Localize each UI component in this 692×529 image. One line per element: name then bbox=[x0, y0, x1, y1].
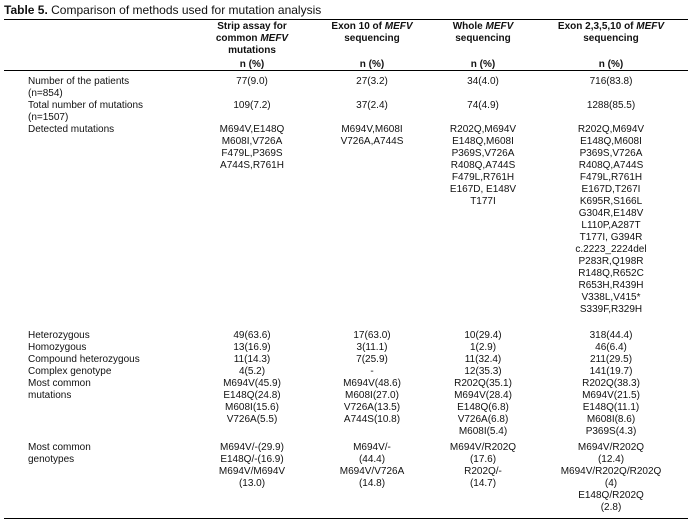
table-cell: R202Q(35.1) M694V(28.4) E148Q(6.8) V726A(6.8) M608I(5.4) bbox=[454, 378, 512, 437]
table-cell: 77(9.0) bbox=[236, 76, 268, 87]
row-label: Compound heterozygous bbox=[28, 354, 140, 365]
table-cell: 4(5.2) bbox=[238, 366, 266, 377]
header-empty bbox=[4, 21, 192, 57]
table-cell: M694V/R202Q (17.6) R202Q/- (14.7) bbox=[449, 442, 517, 489]
table-cell: 3(11.1) bbox=[356, 342, 388, 353]
table-cell: 49(63.6) bbox=[233, 330, 271, 341]
table-cell: 1288(85.5) bbox=[586, 100, 636, 111]
table-title-text: Comparison of methods used for mutation analysis bbox=[47, 3, 322, 17]
column-unit: n (%) bbox=[239, 59, 265, 70]
table-cell: 17(63.0) bbox=[353, 330, 391, 341]
column-header: Strip assay for common MEFV mutations bbox=[215, 21, 289, 56]
table-cell: M694V/-(29.9) E148Q/-(16.9) M694V/M694V (13.0) bbox=[218, 442, 286, 489]
row-label: Most common mutations bbox=[28, 378, 91, 401]
table-cell: 46(6.4) bbox=[595, 342, 627, 353]
unit-row bbox=[4, 57, 688, 71]
column-header: Whole MEFV sequencing bbox=[452, 21, 514, 44]
table-cell: M694V,M608I V726A,A744S bbox=[340, 124, 404, 147]
row-label: Total number of mutations (n=1507) bbox=[28, 100, 144, 123]
table-row bbox=[4, 342, 688, 354]
row-label: Homozygous bbox=[28, 342, 87, 353]
row-label: Detected mutations bbox=[28, 124, 115, 135]
table-cell: 13(16.9) bbox=[233, 342, 271, 353]
table-cell: M694V/- (44.4) M694V/V726A (14.8) bbox=[339, 442, 405, 489]
column-header: Exon 2,3,5,10 of MEFV sequencing bbox=[557, 21, 665, 44]
top-rule bbox=[4, 19, 688, 20]
column-header: Exon 10 of MEFV sequencing bbox=[331, 21, 413, 44]
table-cell: 11(14.3) bbox=[233, 354, 271, 365]
table-cell: 1(2.9) bbox=[469, 342, 497, 353]
table-cell: 211(29.5) bbox=[589, 354, 633, 365]
table-row bbox=[4, 100, 688, 124]
table-cell: 109(7.2) bbox=[233, 100, 271, 111]
table-row bbox=[4, 330, 688, 342]
table-cell: R202Q,M694V E148Q,M608I P369S,V726A R408Q,A744S F479L,R761H E167D,T267I K695R,S166L G304R,E148V L110P,A287T T177I, G394R c.2223_2224del P283R,Q198R R148Q,R652C R653H,R439H V338L,V415* S339F,R329H bbox=[575, 124, 647, 315]
header-row bbox=[4, 21, 688, 57]
table-cell: 716(83.8) bbox=[589, 76, 633, 87]
table-cell: R202Q(38.3) M694V(21.5) E148Q(11.1) M608I(8.6) P369S(4.3) bbox=[582, 378, 640, 437]
row-label: Complex genotype bbox=[28, 366, 112, 377]
table-cell: M694V(45.9) E148Q(24.8) M608I(15.6) V726A(5.5) bbox=[223, 378, 281, 425]
column-unit: n (%) bbox=[598, 59, 624, 70]
table-cell: 12(35.3) bbox=[464, 366, 502, 377]
table-cell: 10(29.4) bbox=[464, 330, 502, 341]
table-cell: 74(4.9) bbox=[467, 100, 499, 111]
table-cell: 37(2.4) bbox=[356, 100, 388, 111]
table-title-prefix: Table 5. bbox=[4, 3, 48, 17]
table-row bbox=[4, 366, 688, 378]
table-cell: 34(4.0) bbox=[467, 76, 499, 87]
table-cell: M694V/R202Q (12.4) M694V/R202Q/R202Q (4) E148Q/R202Q (2.8) bbox=[560, 442, 662, 513]
table-cell: M694V,E148Q M608I,V726A F479L,P369S A744S,R761H bbox=[219, 124, 285, 171]
table-row bbox=[4, 124, 688, 316]
table-cell: 7(25.9) bbox=[356, 354, 388, 365]
table-cell: - bbox=[370, 366, 374, 377]
column-unit: n (%) bbox=[359, 59, 385, 70]
table-cell: R202Q,M694V E148Q,M608I P369S,V726A R408Q,A744S F479L,R761H E167D, E148V T177I bbox=[449, 124, 517, 207]
unit-empty bbox=[4, 57, 192, 71]
table-cell: 11(32.4) bbox=[464, 354, 502, 365]
table-row bbox=[4, 76, 688, 100]
table-row bbox=[4, 442, 688, 514]
table-cell: 27(3.2) bbox=[356, 76, 388, 87]
row-label: Number of the patients (n=854) bbox=[28, 76, 130, 99]
column-unit: n (%) bbox=[470, 59, 496, 70]
table-cell: M694V(48.6) M608I(27.0) V726A(13.5) A744S(10.8) bbox=[343, 378, 401, 425]
row-label: Heterozygous bbox=[28, 330, 90, 341]
table-cell: 141(19.7) bbox=[589, 366, 633, 377]
table-title bbox=[4, 3, 321, 17]
table-cell: 318(44.4) bbox=[589, 330, 633, 341]
table-row bbox=[4, 378, 688, 438]
bottom-rule bbox=[4, 518, 688, 519]
comparison-table bbox=[4, 21, 688, 514]
row-label: Most common genotypes bbox=[28, 442, 91, 465]
table-row bbox=[4, 354, 688, 366]
